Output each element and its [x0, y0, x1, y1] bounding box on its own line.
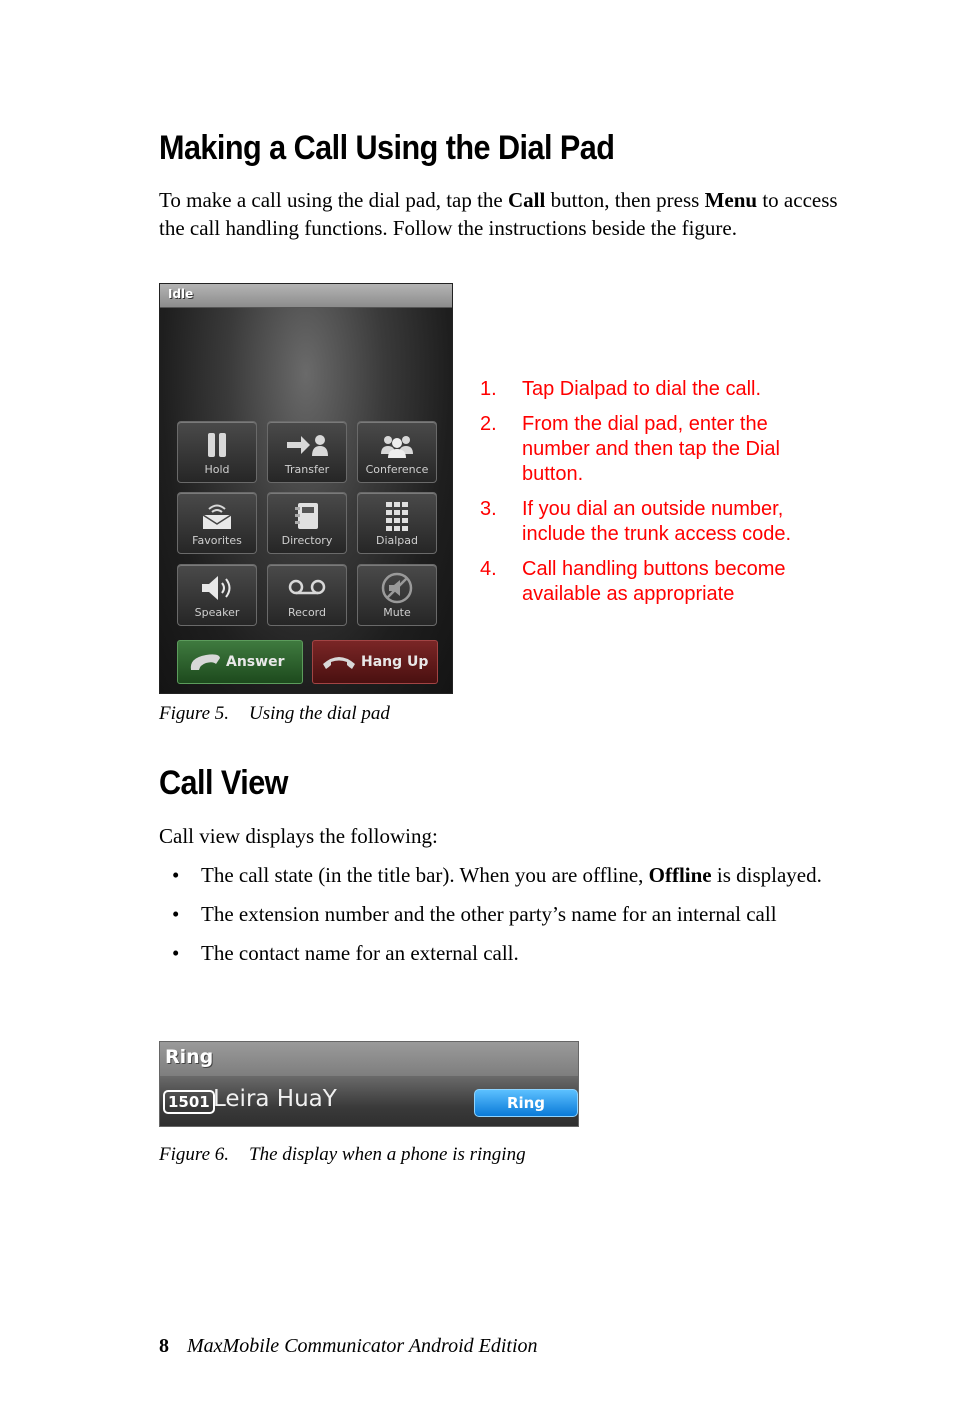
ring-status-bar	[160, 1042, 578, 1076]
figure-6-caption	[159, 1144, 526, 1166]
para-text: to access the call handling functions. Follow the instructions beside the figure.	[159, 188, 838, 240]
hang-up-button[interactable]	[312, 640, 438, 684]
speaker-button[interactable]	[177, 564, 257, 626]
record-label: Record	[287, 606, 326, 619]
envelope-icon	[178, 501, 256, 531]
page-footer	[159, 1335, 538, 1358]
step-text: Tap Dialpad to dial the call.	[522, 378, 762, 400]
intro-paragraph	[159, 186, 859, 242]
ring-button[interactable]: Ring	[474, 1089, 578, 1117]
figure-5-caption	[159, 703, 390, 725]
para-menu-term: Menu	[704, 188, 758, 212]
step-number: 3.	[480, 498, 497, 520]
step-item	[480, 377, 840, 402]
step-text: Call handling buttons become available as appropriate	[522, 558, 786, 605]
step-number: 2.	[480, 413, 497, 435]
figure-caption-text: Using the dial pad	[249, 703, 390, 724]
hang-up-handset-icon	[321, 653, 357, 675]
hang-up-label: Hang Up	[361, 654, 429, 670]
page-number: 8	[159, 1335, 169, 1357]
ringing-display-screenshot	[159, 1041, 579, 1127]
document-title: MaxMobile Communicator Android Edition	[187, 1335, 538, 1357]
offline-term: Offline	[648, 863, 712, 887]
directory-button[interactable]	[267, 492, 347, 554]
mute-button[interactable]	[357, 564, 437, 626]
bullet-text: The call state (in the title bar). When you are offline,	[201, 863, 649, 887]
section-heading-call-view: Call View	[159, 764, 288, 802]
transfer-label: Transfer	[284, 463, 330, 476]
conference-label: Conference	[365, 463, 429, 476]
step-number: 1.	[480, 378, 497, 400]
conference-button[interactable]	[357, 421, 437, 483]
dialpad-button[interactable]	[357, 492, 437, 554]
instruction-steps	[480, 377, 840, 617]
favorites-button[interactable]	[177, 492, 257, 554]
step-item	[480, 557, 840, 607]
transfer-icon	[268, 430, 346, 460]
caller-row	[160, 1076, 578, 1127]
step-number: 4.	[480, 558, 497, 580]
answer-label: Answer	[226, 654, 285, 670]
dialpad-icon	[358, 501, 436, 531]
call-view-bullets	[172, 861, 862, 978]
record-button[interactable]	[267, 564, 347, 626]
call-view-intro: Call view displays the following:	[159, 824, 438, 848]
answer-button[interactable]	[177, 640, 303, 684]
step-item	[480, 497, 840, 547]
step-text: From the dial pad, enter the number and then tap the Dial button.	[522, 413, 780, 485]
figure-label: Figure 5.	[159, 703, 230, 724]
bullet-item	[172, 900, 862, 928]
phone-status-bar	[160, 284, 452, 308]
bullet-marker: •	[172, 863, 180, 887]
para-call-term: Call	[508, 188, 546, 212]
figure-caption-text: The display when a phone is ringing	[249, 1144, 526, 1165]
bullet-text: The extension number and the other party’s name for an internal call	[201, 902, 777, 926]
mute-icon	[358, 573, 436, 603]
hold-button[interactable]	[177, 421, 257, 483]
caller-name: Leira HuaY	[213, 1086, 337, 1112]
pause-icon	[178, 430, 256, 460]
favorites-label: Favorites	[192, 534, 242, 547]
extension-badge: 1501	[163, 1090, 215, 1114]
step-text: If you dial an outside number, include the trunk access code.	[522, 498, 792, 545]
speaker-icon	[178, 573, 256, 603]
section-heading-dial-pad: Making a Call Using the Dial Pad	[159, 129, 615, 167]
para-text: To make a call using the dial pad, tap the	[159, 188, 509, 212]
directory-icon	[268, 501, 346, 531]
transfer-button[interactable]	[267, 421, 347, 483]
voicemail-icon	[268, 573, 346, 603]
ring-status-text: Ring	[165, 1046, 214, 1068]
bullet-marker: •	[172, 941, 180, 965]
figure-label: Figure 6.	[159, 1144, 230, 1165]
bullet-item	[172, 939, 862, 967]
mute-label: Mute	[383, 606, 411, 619]
bullet-text: is displayed.	[711, 863, 822, 887]
dialpad-label: Dialpad	[375, 534, 419, 547]
conference-icon	[358, 430, 436, 460]
bullet-item	[172, 861, 862, 889]
phone-screenshot	[159, 283, 453, 694]
hold-label: Hold	[204, 463, 230, 476]
directory-label: Directory	[281, 534, 333, 547]
phone-status-text: Idle	[168, 287, 194, 301]
para-text: button, then press	[545, 188, 705, 212]
bullet-marker: •	[172, 902, 180, 926]
step-item	[480, 412, 840, 487]
speaker-label: Speaker	[194, 606, 240, 619]
phone-handset-icon	[188, 650, 222, 680]
bullet-text: The contact name for an external call.	[201, 941, 519, 965]
